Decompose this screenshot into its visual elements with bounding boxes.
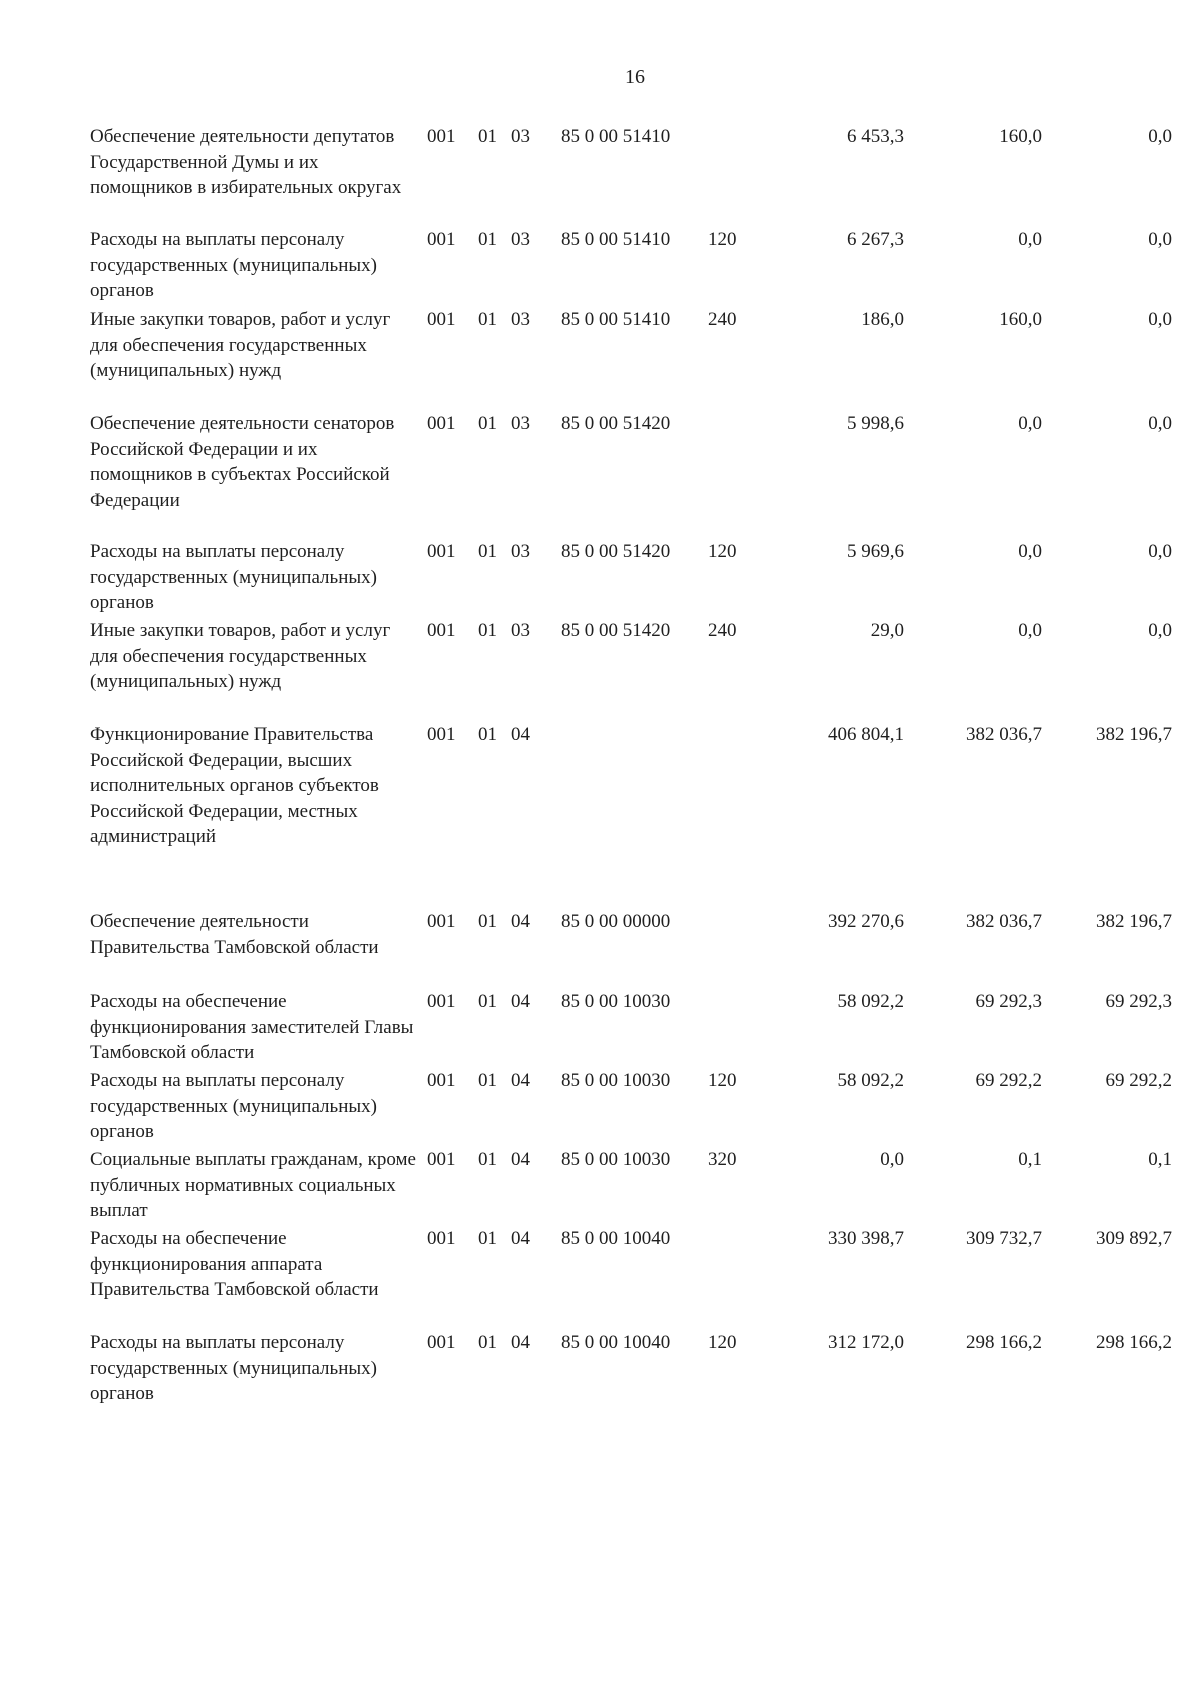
table-row xyxy=(90,1330,1172,1410)
table-row xyxy=(90,411,1172,539)
amount-year-3: 69 292,2 xyxy=(1105,1070,1172,1091)
grbs-code: 001 xyxy=(427,229,456,250)
grbs-code: 001 xyxy=(427,1228,456,1249)
amount-year-1: 392 270,6 xyxy=(828,911,904,932)
section-code: 01 xyxy=(478,911,497,932)
subsection-code: 03 xyxy=(511,541,530,562)
amount-year-1: 29,0 xyxy=(870,620,904,641)
amount-year-1: 312 172,0 xyxy=(828,1332,904,1353)
section-code: 01 xyxy=(478,309,497,330)
amount-year-2: 298 166,2 xyxy=(966,1332,1042,1353)
subsection-code: 03 xyxy=(511,229,530,250)
amount-year-1: 58 092,2 xyxy=(837,991,904,1012)
row-name: Расходы на выплаты персоналу государственных (муниципальных) органов xyxy=(90,1332,377,1404)
subsection-code: 03 xyxy=(511,126,530,147)
row-name: Социальные выплаты гражданам, кроме публичных нормативных социальных выплат xyxy=(90,1149,416,1221)
target-article-code: 85 0 00 10040 xyxy=(561,1332,671,1353)
row-name: Расходы на выплаты персоналу государственных (муниципальных) органов xyxy=(90,1070,377,1142)
amount-year-3: 69 292,3 xyxy=(1105,991,1172,1012)
row-name: Функционирование Правительства Российской Федерации, высших исполнительных органов субъектов Российской Федерации, местных администраций xyxy=(90,724,379,847)
amount-year-2: 309 732,7 xyxy=(966,1228,1042,1249)
row-name: Расходы на обеспечение функционирования аппарата Правительства Тамбовской области xyxy=(90,1228,379,1300)
amount-year-1: 5 969,6 xyxy=(847,541,904,562)
section-code: 01 xyxy=(478,1070,497,1091)
grbs-code: 001 xyxy=(427,541,456,562)
amount-year-3: 382 196,7 xyxy=(1096,911,1172,932)
table-row xyxy=(90,989,1172,1068)
table-row xyxy=(90,124,1172,227)
table-row xyxy=(90,618,1172,722)
grbs-code: 001 xyxy=(427,309,456,330)
row-name: Иные закупки товаров, работ и услуг для обеспечения государственных (муниципальных) нужд xyxy=(90,309,391,381)
amount-year-3: 0,0 xyxy=(1148,413,1172,434)
amount-year-2: 0,0 xyxy=(1018,620,1042,641)
amount-year-1: 6 453,3 xyxy=(847,126,904,147)
amount-year-2: 69 292,3 xyxy=(975,991,1042,1012)
target-article-code: 85 0 00 51410 xyxy=(561,229,671,250)
row-name: Иные закупки товаров, работ и услуг для обеспечения государственных (муниципальных) нужд xyxy=(90,620,391,692)
target-article-code: 85 0 00 51420 xyxy=(561,413,671,434)
amount-year-1: 58 092,2 xyxy=(837,1070,904,1091)
amount-year-2: 160,0 xyxy=(999,309,1042,330)
expense-type-code: 240 xyxy=(708,620,737,641)
target-article-code: 85 0 00 51420 xyxy=(561,620,671,641)
amount-year-3: 298 166,2 xyxy=(1096,1332,1172,1353)
row-name: Расходы на обеспечение функционирования заместителей Главы Тамбовской области xyxy=(90,991,414,1063)
expense-type-code: 120 xyxy=(708,229,737,250)
amount-year-2: 69 292,2 xyxy=(975,1070,1042,1091)
section-code: 01 xyxy=(478,541,497,562)
amount-year-2: 0,0 xyxy=(1018,229,1042,250)
amount-year-3: 382 196,7 xyxy=(1096,724,1172,745)
section-code: 01 xyxy=(478,413,497,434)
target-article-code: 85 0 00 10030 xyxy=(561,1070,671,1091)
subsection-code: 04 xyxy=(511,1332,530,1353)
grbs-code: 001 xyxy=(427,1070,456,1091)
amount-year-2: 0,0 xyxy=(1018,541,1042,562)
amount-year-2: 382 036,7 xyxy=(966,911,1042,932)
amount-year-2: 160,0 xyxy=(999,126,1042,147)
expense-type-code: 320 xyxy=(708,1149,737,1170)
row-name: Обеспечение деятельности депутатов Государственной Думы и их помощников в избирательных округах xyxy=(90,126,402,198)
amount-year-1: 186,0 xyxy=(861,309,904,330)
section-code: 01 xyxy=(478,126,497,147)
amount-year-2: 0,1 xyxy=(1018,1149,1042,1170)
subsection-code: 04 xyxy=(511,1070,530,1091)
section-code: 01 xyxy=(478,1332,497,1353)
target-article-code: 85 0 00 10030 xyxy=(561,1149,671,1170)
expense-type-code: 120 xyxy=(708,541,737,562)
table-row xyxy=(90,1226,1172,1330)
amount-year-3: 0,0 xyxy=(1148,309,1172,330)
section-code: 01 xyxy=(478,1228,497,1249)
section-code: 01 xyxy=(478,229,497,250)
grbs-code: 001 xyxy=(427,1332,456,1353)
row-name: Обеспечение деятельности сенаторов Российской Федерации и их помощников в субъектах Российской Федерации xyxy=(90,413,395,511)
grbs-code: 001 xyxy=(427,620,456,641)
subsection-code: 03 xyxy=(511,620,530,641)
subsection-code: 03 xyxy=(511,309,530,330)
subsection-code: 04 xyxy=(511,1149,530,1170)
table-row xyxy=(90,909,1172,989)
target-article-code: 85 0 00 00000 xyxy=(561,911,671,932)
target-article-code: 85 0 00 51410 xyxy=(561,126,671,147)
grbs-code: 001 xyxy=(427,911,456,932)
section-code: 01 xyxy=(478,1149,497,1170)
section-code: 01 xyxy=(478,620,497,641)
amount-year-3: 0,0 xyxy=(1148,126,1172,147)
amount-year-3: 0,0 xyxy=(1148,620,1172,641)
budget-table xyxy=(90,124,1172,1410)
amount-year-3: 0,0 xyxy=(1148,229,1172,250)
row-name: Расходы на выплаты персоналу государственных (муниципальных) органов xyxy=(90,541,377,613)
subsection-code: 04 xyxy=(511,1228,530,1249)
page-number: 16 xyxy=(625,66,645,88)
grbs-code: 001 xyxy=(427,991,456,1012)
amount-year-1: 5 998,6 xyxy=(847,413,904,434)
subsection-code: 04 xyxy=(511,911,530,932)
amount-year-2: 382 036,7 xyxy=(966,724,1042,745)
table-row xyxy=(90,722,1172,909)
table-row xyxy=(90,539,1172,618)
target-article-code: 85 0 00 10040 xyxy=(561,1228,671,1249)
grbs-code: 001 xyxy=(427,724,456,745)
subsection-code: 04 xyxy=(511,724,530,745)
amount-year-1: 406 804,1 xyxy=(828,724,904,745)
table-row xyxy=(90,1068,1172,1147)
grbs-code: 001 xyxy=(427,1149,456,1170)
expense-type-code: 120 xyxy=(708,1332,737,1353)
section-code: 01 xyxy=(478,724,497,745)
table-row xyxy=(90,1147,1172,1226)
amount-year-1: 330 398,7 xyxy=(828,1228,904,1249)
amount-year-2: 0,0 xyxy=(1018,413,1042,434)
table-row xyxy=(90,307,1172,411)
row-name: Обеспечение деятельности Правительства Тамбовской области xyxy=(90,911,379,958)
target-article-code: 85 0 00 51410 xyxy=(561,309,671,330)
subsection-code: 04 xyxy=(511,991,530,1012)
amount-year-3: 309 892,7 xyxy=(1096,1228,1172,1249)
amount-year-3: 0,0 xyxy=(1148,541,1172,562)
table-row xyxy=(90,227,1172,307)
subsection-code: 03 xyxy=(511,413,530,434)
section-code: 01 xyxy=(478,991,497,1012)
target-article-code: 85 0 00 10030 xyxy=(561,991,671,1012)
amount-year-1: 6 267,3 xyxy=(847,229,904,250)
grbs-code: 001 xyxy=(427,126,456,147)
grbs-code: 001 xyxy=(427,413,456,434)
row-name: Расходы на выплаты персоналу государственных (муниципальных) органов xyxy=(90,229,377,301)
amount-year-3: 0,1 xyxy=(1148,1149,1172,1170)
target-article-code: 85 0 00 51420 xyxy=(561,541,671,562)
expense-type-code: 120 xyxy=(708,1070,737,1091)
expense-type-code: 240 xyxy=(708,309,737,330)
amount-year-1: 0,0 xyxy=(880,1149,904,1170)
